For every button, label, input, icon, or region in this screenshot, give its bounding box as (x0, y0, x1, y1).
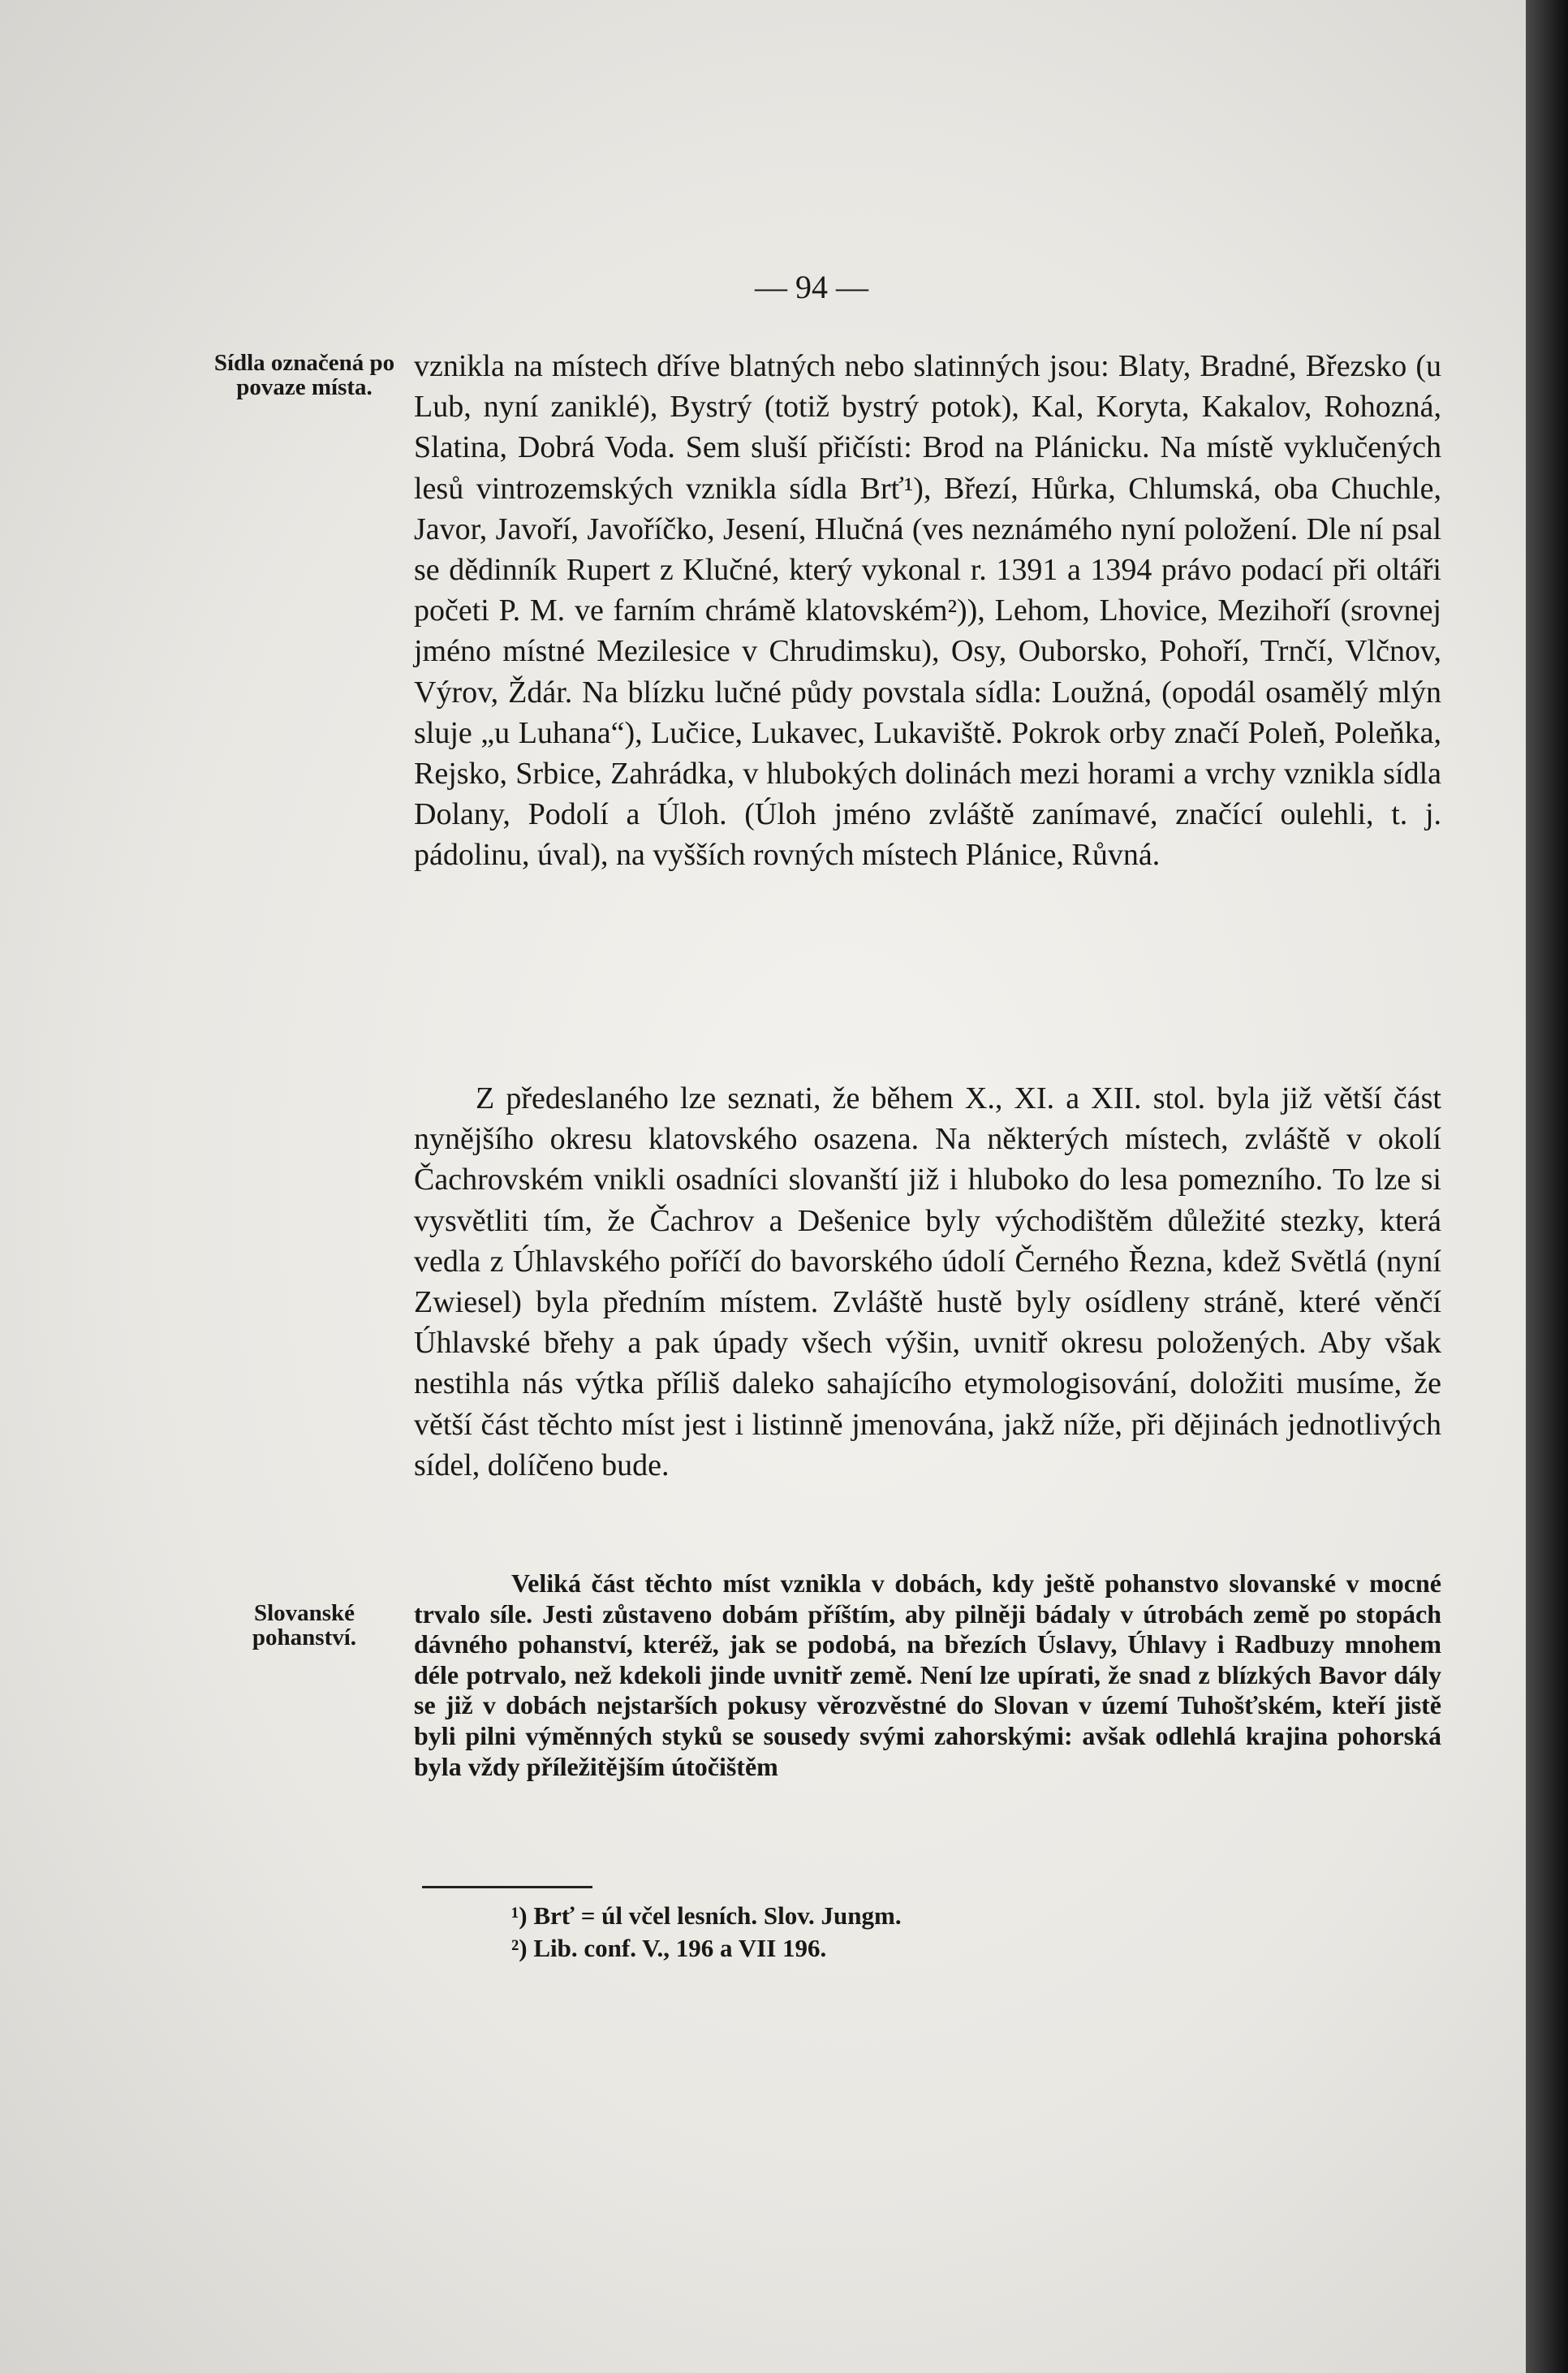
paragraph-2 (414, 1078, 1441, 1486)
footnote-2 (511, 1932, 1404, 1965)
paragraph-3-small-print: Veliká část těchto míst vznikla v dobách, kdy ještě pohanstvo slovanské v mocné trvalo síle. Jesti zůstaveno dobám příštím, aby pilněji bádaly v útrobách země po stopách dávného pohanství, kteréž, jak se podobá, na březích Úslavy, Úhlavy i Radbuzy mnohem déle potrvalo, než kdekoli jinde uvnitř země. Není lze upírati, že snad z blízkých Bavor dály se již v dobách nejstarších pokusy věrozvěstné do Slovan v území Tuhošťském, kteří jistě byli pilni výměnných styků se sousedy svými zahorskými: avšak odlehlá krajina pohorská byla vždy příležitějším útočištěm (414, 1568, 1441, 1781)
scan-dark-edge (1526, 0, 1568, 2373)
margin-note-settlements: Sídla označená po povaze místa. (213, 350, 395, 400)
paragraph-1-text: vznikla na místech dříve blatných nebo slatinných jsou: Blaty, Bradné, Březsko (u Lub, nyní zaniklé), Bystrý (totiž bystrý potok), Kal, Koryta, Kakalov, Rohozná, Slatina, Dobrá Voda. Sem sluší přičísti: Brod na Plánicku. Na místě vyklučených lesů vintrozemských vznikla sídla Brť¹), Březí, Hůrka, Chlumská, oba Chuchle, Javor, Javoří, Javoříčko, Jesení, Hlučná (ves neznámého nyní položení. Dle ní psal se dědinník Rupert z Klučné, který vykonal r. 1391 a 1394 právo podací při oltáři početi P. M. ve farním chrámě klatovském²)), Lehom, Lhovice, Mezihoří (srovnej jméno místné Mezilesice v Chrudimsku), Osy, Ouborsko, Pohoří, Trnčí, Vlčnov, Výrov, Ždár. Na blízku lučné půdy povstala sídla: Loužná, (opodál osamělý mlýn sluje „u Luhana“), Lučice, Lukavec, Lukaviště. Pokrok orby značí Poleň, Poleňka, Rejsko, Srbice, Zahrádka, v hlubokých dolinách mezi horami a vrchy vznikla sídla Dolany, Podolí a Úloh. (Úloh jméno zvláště zanímavé, značící oulehli, t. j. pádolinu, úval), na vyšších rovných místech Plánice, Růvná. (414, 349, 1441, 873)
footnote-1-mark: ¹) (511, 1901, 528, 1930)
footnote-1-text: Brť = úl včel lesních. Slov. Jungm. (533, 1901, 902, 1930)
footnote-2-mark: ²) (511, 1934, 528, 1962)
footnote-2-text: Lib. conf. V., 196 a VII 196. (533, 1934, 827, 1962)
footnote-1 (511, 1900, 1404, 1932)
footnote-separator (422, 1886, 592, 1888)
page-number: — 94 — (755, 269, 868, 305)
margin-note-paganism: Slovanské pohanství. (252, 1600, 357, 1650)
paragraph-1 (414, 346, 1441, 876)
footnotes (511, 1900, 1404, 1965)
paragraph-2-text: Z předeslaného lze seznati, že během X., XI. a XII. stol. byla již větší část nynějšího okresu klatovského osazena. Na některých místech, zvláště v okolí Čachrovském vnikli osadníci slovanští již i hluboko do lesa pomezního. To lze si vysvětliti tím, že Čachrov a Dešenice byly východištěm důležité stezky, která vedla z Úhlavského poříčí do bavorského údolí Černého Řezna, kdež Světlá (nyní Zwiesel) byla předním místem. Zvláště hustě byly osídleny stráně, které věnčí Úhlavské břehy a pak úpady všech výšin, uvnitř okresu položených. Aby však nestihla nás výtka příliš daleko sahajícího etymologisování, doložiti musíme, že větší část těchto míst jest i listinně jmenována, jakž níže, při dějinách jednotlivých sídel, dolíčeno bude. (414, 1081, 1441, 1482)
